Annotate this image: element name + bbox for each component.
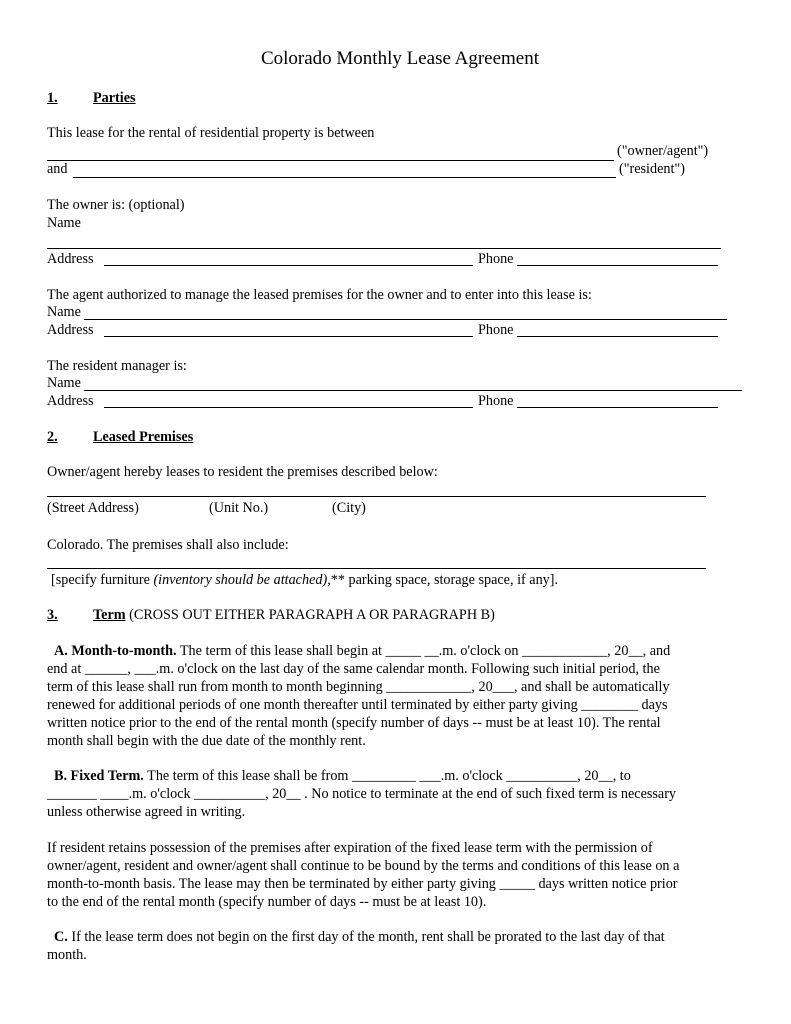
street-address-label: (Street Address) [47,500,139,516]
paragraph-b-label: B. Fixed Term. [54,768,144,784]
paragraph-b-line-1: The term of this lease shall be from _________ ___.m. o'clock __________, 20__, to [143,768,631,784]
owner-address-line[interactable] [104,265,473,266]
section-3-heading [93,607,495,624]
specify-text-italic: (inventory should be attached) [153,572,328,588]
premises-intro: Owner/agent hereby leases to resident the premises described below: [47,464,438,480]
agent-address-label: Address [47,322,94,338]
paragraph-a-line-6: month shall begin with the due date of the monthly rent. [47,733,366,749]
manager-address-line[interactable] [104,407,473,408]
agent-phone-line[interactable] [517,336,718,337]
agent-text: The agent authorized to manage the leased premises for the owner and to enter into this lease is: [47,287,592,303]
term-heading-note: (CROSS OUT EITHER PARAGRAPH A OR PARAGRAPH B) [125,607,495,623]
resident-line[interactable] [73,177,616,178]
document-title: Colorado Monthly Lease Agreement [260,48,540,69]
paragraph-a [47,642,670,750]
premises-include-text: Colorado. The premises shall also include: [47,537,289,553]
paragraph-a-label: A. Month-to-month. [54,643,177,659]
paragraph-b-line-2: _______ ____.m. o'clock __________, 20__ . No notice to terminate at the end of such fixed term is necessary [47,786,677,802]
owner-address-label: Address [47,251,94,267]
retains-line-4: to the end of the rental month (specify number of days -- must be at least 10). [47,894,487,910]
parties-intro: This lease for the rental of residential property is between [47,125,375,141]
paragraph-a-line-2: end at ______, ___.m. o'clock on the last day of the same calendar month. Following such initial period, the [47,661,660,677]
retains-line-2: owner/agent, resident and owner/agent shall continue to be bound by the terms and conditions of this lease on a [47,858,680,874]
specify-text-a: [specify furniture [51,572,154,588]
manager-address-label: Address [47,393,94,409]
manager-name-label: Name [47,375,81,391]
paragraph-c-line-1: If the lease term does not begin on the first day of the month, rent shall be prorated to the last day of that [67,929,665,945]
retains-line-3: month-to-month basis. The lease may then be terminated by either party giving _____ days written notice prior [47,876,678,892]
premises-include-line[interactable] [47,568,706,569]
manager-name-line[interactable] [84,390,742,391]
agent-name-label: Name [47,304,81,320]
manager-phone-label: Phone [478,393,514,409]
paragraph-b [47,767,676,821]
section-1-number: 1. [47,90,58,106]
term-heading: Term [93,607,126,623]
agent-phone-label: Phone [478,322,514,338]
section-2-heading: Leased Premises [93,429,194,445]
owner-agent-line[interactable] [47,160,614,161]
section-2-number: 2. [47,429,58,445]
paragraph-c-line-2: month. [47,947,87,963]
owner-agent-label: ("owner/agent") [617,143,709,159]
agent-address-line[interactable] [104,336,473,337]
paragraph-c [47,928,665,964]
paragraph-b-line-3: unless otherwise agreed in writing. [47,804,246,820]
owner-phone-line[interactable] [517,265,718,266]
paragraph-c-label: C. [54,929,68,945]
agent-name-line[interactable] [84,319,727,320]
owner-name-label: Name [47,215,81,231]
owner-is-label: The owner is: (optional) [47,197,185,213]
paragraph-a-line-1: The term of this lease shall begin at _____ __.m. o'clock on ____________, 20__, and [176,643,671,659]
retains-possession-paragraph [47,839,679,911]
manager-text: The resident manager is: [47,358,187,374]
paragraph-a-line-3: term of this lease shall run from month to month beginning ____________, 20___, and shall be automatically [47,679,670,695]
paragraph-a-line-4: renewed for additional periods of one month thereafter until terminated by either party giving ________ days [47,697,668,713]
unit-label: (Unit No.) [209,500,269,516]
section-3-number: 3. [47,607,58,623]
city-label: (City) [332,500,366,516]
specify-text [51,572,558,589]
paragraph-a-line-5: written notice prior to the end of the rental month (specify number of days -- must be at least 10). The rental [47,715,661,731]
specify-text-b: ,** parking space, storage space, if any]. [327,572,559,588]
and-label: and [47,161,68,177]
section-1-heading: Parties [93,90,136,106]
owner-phone-label: Phone [478,251,514,267]
retains-line-1: If resident retains possession of the premises after expiration of the fixed lease term with the permission of [47,840,653,856]
resident-label: ("resident") [619,161,685,177]
premises-address-line[interactable] [47,496,706,497]
owner-name-line[interactable] [47,248,721,249]
manager-phone-line[interactable] [517,407,718,408]
